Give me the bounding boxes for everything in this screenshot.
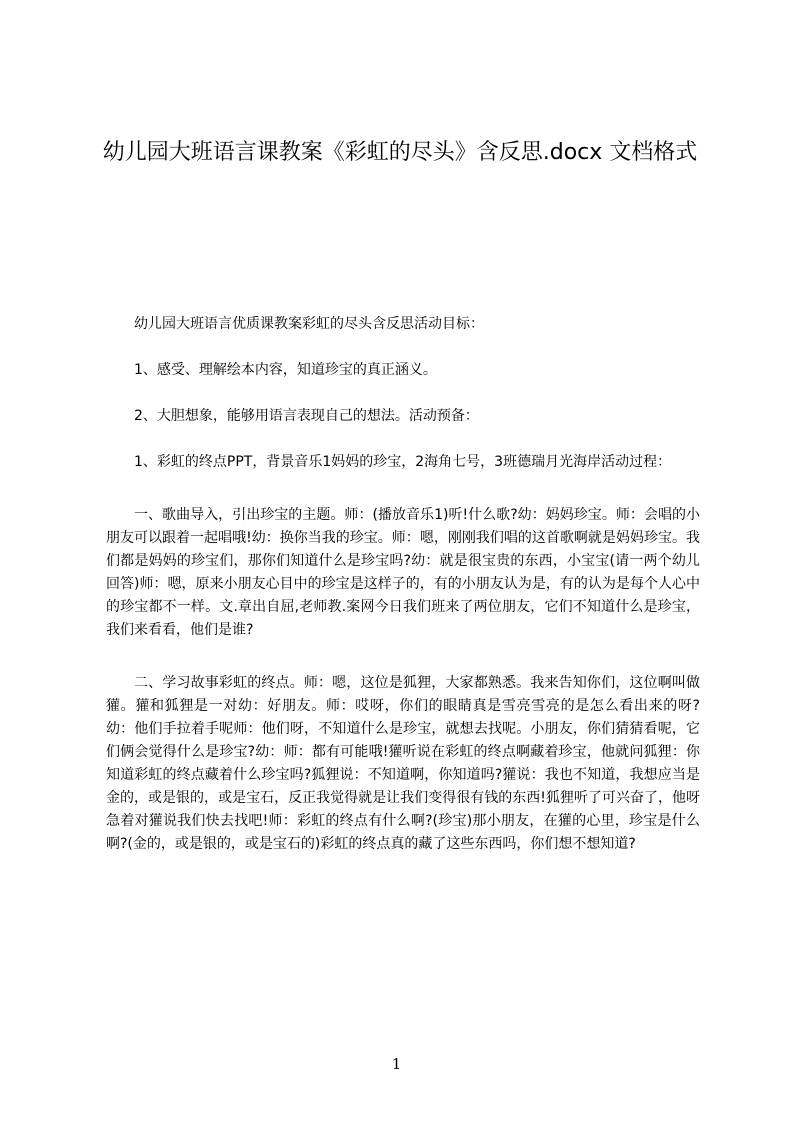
document-title: 幼儿园大班语言课教案《彩虹的尽头》含反思.docx 文档格式 xyxy=(102,140,698,165)
paragraph-objectives-heading: 幼儿园大班语言优质课教案彩虹的尽头含反思活动目标： xyxy=(134,316,484,332)
paragraph-part-two: 二、学习故事彩虹的终点。师：嗯，这位是狐狸，大家都熟悉。我来告知你们，这位啊叫做獾。獾和狐狸是一对幼：好朋友。师：哎呀，你们的眼睛真是雪亮雪亮的是怎么看出来的呀?幼：他们手拉着手呢师：他们呀，不知道什么是珍宝，就想去找呢。小朋友，你们猜猜看呢，它们俩会觉得什么是珍宝?幼：师：都有可能哦!獾听说在彩虹的终点啊藏着珍宝，他就问狐狸：你知道彩虹的终点藏着什么珍宝吗?狐狸说：不知道啊，你知道吗?獾说：我也不知道，我想应当是金的，或是银的，或是宝石，反正我觉得就是让我们变得很有钱的东西!狐狸听了可兴奋了，他呀急着对獾说我们快去找吧!师：彩虹的终点有什么啊?(珍宝)那小朋友，在獾的心里，珍宝是什么啊?(金的，或是银的，或是宝石的)彩虹的终点真的藏了这些东西吗，你们想不想知道? xyxy=(106,675,700,852)
paragraph-objective-2: 2、大胆想象，能够用语言表现自己的想法。活动预备： xyxy=(134,408,479,424)
document-body xyxy=(106,313,700,879)
paragraph-preparation-1: 1、彩虹的终点PPT，背景音乐1妈妈的珍宝，2海角七号，3班德瑞月光海岸活动过程： xyxy=(134,454,672,470)
paragraph-part-one: 一、歌曲导入，引出珍宝的主题。师：(播放音乐1)听!什么歌?幼：妈妈珍宝。师：会唱的小朋友可以跟着一起唱哦!幼：换你当我的珍宝。师：嗯，刚刚我们唱的这首歌啊就是妈妈珍宝。我们都是妈妈的珍宝们，那你们知道什么是珍宝吗?幼：就是很宝贵的东西，小宝宝(请一两个幼儿回答)师：嗯，原来小朋友心目中的珍宝是这样子的，有的小朋友认为是，有的认为是每个人心中的珍宝都不一样。文.章出自屈,老师教.案网今日我们班来了两位朋友，它们不知道什么是珍宝，我们来看看，他们是谁? xyxy=(106,507,700,638)
paragraph-objective-1: 1、感受、理解绘本内容，知道珍宝的真正涵义。 xyxy=(134,362,437,378)
page-number: 1 xyxy=(391,1055,402,1073)
